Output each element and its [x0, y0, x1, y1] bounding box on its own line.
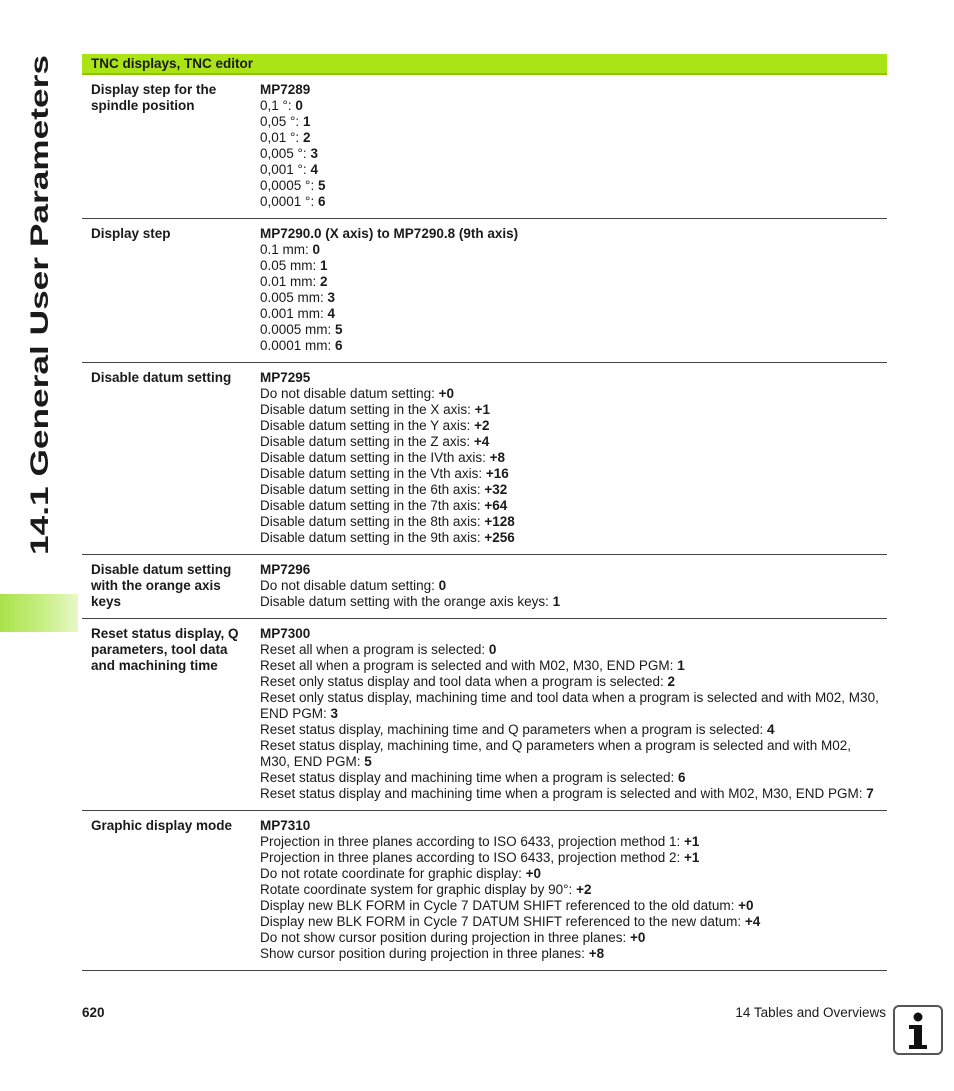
option-description: Reset status display, machining time, and Q parameters when a program is selected and with M02, M30, END PGM: — [260, 738, 852, 769]
parameter-option — [260, 866, 879, 882]
parameter-option — [260, 690, 879, 722]
parameter-option — [260, 258, 879, 274]
option-description: 0,0005 °: — [260, 178, 318, 193]
option-value: +1 — [474, 402, 491, 417]
option-description: Reset status display and machining time when a program is selected and with M02, M30, END PGM: — [260, 786, 867, 801]
parameter-option — [260, 274, 879, 290]
table-row — [82, 619, 887, 811]
option-value: 3 — [327, 290, 336, 305]
option-description: 0.0005 mm: — [260, 322, 336, 337]
table-header: TNC displays, TNC editor — [82, 54, 887, 75]
option-description: Disable datum setting in the 6th axis: — [260, 482, 485, 497]
option-description: Reset only status display and tool data when a program is selected: — [260, 674, 668, 689]
option-value: +1 — [684, 850, 700, 865]
table-row — [82, 363, 887, 555]
option-value: 6 — [317, 194, 326, 209]
row-content — [260, 562, 887, 610]
side-chapter-title — [20, 52, 56, 557]
option-description: Projection in three planes according to ISO 6433, projection method 2: — [260, 850, 685, 865]
option-value: +4 — [473, 434, 490, 449]
option-description: Do not disable datum setting: — [260, 386, 439, 401]
parameter-option — [260, 914, 879, 930]
parameter-option — [260, 194, 879, 210]
table-row — [82, 811, 887, 971]
option-value: +0 — [438, 386, 455, 401]
chapter-reference: 14 Tables and Overviews — [735, 1005, 886, 1020]
option-value: +64 — [484, 498, 508, 513]
option-value: 6 — [335, 338, 343, 353]
option-value: 6 — [677, 770, 686, 785]
row-label: Display step for the spindle position — [91, 82, 217, 113]
option-description: Rotate coordinate system for graphic display by 90°: — [260, 882, 577, 897]
option-value: +2 — [576, 882, 592, 897]
option-description: Reset status display, machining time and Q parameters when a program is selected: — [260, 722, 767, 737]
parameter-option — [260, 434, 879, 450]
parameter-option — [260, 594, 879, 610]
option-description: Disable datum setting in the X axis: — [260, 402, 475, 417]
option-description: 0,01 °: — [260, 130, 303, 145]
parameter-option — [260, 402, 879, 418]
option-value: 1 — [302, 114, 311, 129]
option-description: Reset all when a program is selected and with M02, M30, END PGM: — [260, 658, 678, 673]
option-value: +0 — [738, 898, 754, 913]
option-value: +0 — [629, 930, 646, 945]
parameter-option — [260, 738, 879, 770]
option-description: Disable datum setting in the IVth axis: — [260, 450, 490, 465]
table-row — [82, 75, 887, 219]
option-value: 2 — [667, 674, 675, 689]
option-description: Disable datum setting in the Z axis: — [260, 434, 474, 449]
row-content — [260, 226, 887, 354]
option-value: +128 — [484, 514, 515, 529]
option-description: 0,05 °: — [260, 114, 303, 129]
option-value: 0 — [488, 642, 497, 657]
parameter-option — [260, 946, 879, 962]
machine-parameter-name: MP7296 — [260, 562, 311, 577]
parameter-option — [260, 658, 879, 674]
option-description: Disable datum setting in the 8th axis: — [260, 514, 485, 529]
option-description: Reset all when a program is selected: — [260, 642, 489, 657]
option-value: 4 — [767, 722, 775, 737]
option-value: 5 — [364, 754, 372, 769]
option-description: Disable datum setting in the 7th axis: — [260, 498, 485, 513]
option-value: +1 — [684, 834, 700, 849]
option-value: +8 — [588, 946, 605, 961]
option-value: +2 — [474, 418, 490, 433]
option-value: 5 — [317, 178, 326, 193]
option-value: 0 — [312, 242, 321, 257]
option-description: Disable datum setting in the Y axis: — [260, 418, 475, 433]
machine-parameter-name: MP7290.0 (X axis) to MP7290.8 (9th axis) — [260, 226, 519, 241]
parameter-option — [260, 466, 879, 482]
option-value: 2 — [302, 130, 311, 145]
row-content — [260, 82, 887, 210]
row-label: Graphic display mode — [91, 818, 233, 833]
parameter-option — [260, 386, 879, 402]
chapter-tab — [0, 594, 78, 632]
option-value: 2 — [320, 274, 328, 289]
option-description: 0,0001 °: — [260, 194, 318, 209]
parameter-option — [260, 722, 879, 738]
row-label: Display step — [91, 226, 171, 241]
option-description: 0.001 mm: — [260, 306, 328, 321]
option-description: 0,001 °: — [260, 162, 311, 177]
side-chapter-title-text: 14.1 General User Parameters — [26, 200, 54, 555]
parameter-option — [260, 514, 879, 530]
option-description: Display new BLK FORM in Cycle 7 DATUM SHIFT referenced to the old datum: — [260, 898, 739, 913]
parameter-option — [260, 242, 879, 258]
row-content — [260, 370, 887, 546]
option-description: Disable datum setting with the orange axis keys: — [260, 594, 553, 609]
option-description: 0.1 mm: — [260, 242, 313, 257]
parameter-option — [260, 642, 879, 658]
parameter-option — [260, 674, 879, 690]
parameter-option — [260, 418, 879, 434]
option-value: 1 — [320, 258, 328, 273]
row-label: Reset status display, Q parameters, tool data and machining time — [91, 626, 239, 673]
parameter-option — [260, 770, 879, 786]
parameter-option — [260, 162, 879, 178]
row-label: Disable datum setting — [91, 370, 232, 385]
machine-parameter-name: MP7295 — [260, 370, 311, 385]
parameter-option — [260, 338, 879, 354]
option-value: 4 — [310, 162, 318, 177]
option-description: 0,1 °: — [260, 98, 296, 113]
machine-parameter-name: MP7300 — [260, 626, 311, 641]
machine-parameter-name: MP7289 — [260, 82, 311, 97]
option-value: +16 — [485, 466, 509, 481]
parameter-option — [260, 178, 879, 194]
option-value: 3 — [310, 146, 318, 161]
parameter-option — [260, 450, 879, 466]
option-description: Disable datum setting in the Vth axis: — [260, 466, 486, 481]
option-description: 0.01 mm: — [260, 274, 321, 289]
option-value: +0 — [525, 866, 542, 881]
option-description: Reset status display and machining time when a program is selected: — [260, 770, 678, 785]
parameter-option — [260, 850, 879, 866]
parameter-option — [260, 98, 879, 114]
option-value: +8 — [489, 450, 506, 465]
option-description: Do not disable datum setting: — [260, 578, 439, 593]
option-value: +256 — [484, 530, 515, 545]
row-label: Disable datum setting with the orange axis keys — [91, 562, 232, 609]
parameter-option — [260, 898, 879, 914]
option-value: 4 — [327, 306, 336, 321]
parameter-option — [260, 930, 879, 946]
option-description: Disable datum setting in the 9th axis: — [260, 530, 485, 545]
option-description: Show cursor position during projection in three planes: — [260, 946, 589, 961]
option-description: Display new BLK FORM in Cycle 7 DATUM SHIFT referenced to the new datum: — [260, 914, 745, 929]
option-value: 1 — [552, 594, 561, 609]
machine-parameter-name: MP7310 — [260, 818, 311, 833]
parameter-option — [260, 146, 879, 162]
table-body — [82, 75, 887, 971]
parameter-option — [260, 322, 879, 338]
parameter-option — [260, 290, 879, 306]
row-content — [260, 626, 887, 802]
option-value: 5 — [335, 322, 343, 337]
parameter-option — [260, 834, 879, 850]
parameter-option — [260, 498, 879, 514]
page-number: 620 — [82, 1005, 105, 1020]
parameter-option — [260, 530, 879, 546]
row-content — [260, 818, 887, 962]
option-description: Reset only status display, machining time and tool data when a program is selected and with M02, M30, END PGM: — [260, 690, 879, 721]
option-description: Do not show cursor position during projection in three planes: — [260, 930, 630, 945]
parameter-option — [260, 306, 879, 322]
option-value: 3 — [330, 706, 339, 721]
parameter-option — [260, 114, 879, 130]
parameter-option — [260, 482, 879, 498]
option-description: 0.05 mm: — [260, 258, 321, 273]
option-description: Do not rotate coordinate for graphic display: — [260, 866, 526, 881]
option-description: 0.005 mm: — [260, 290, 328, 305]
option-value: +32 — [484, 482, 508, 497]
option-description: 0,005 °: — [260, 146, 311, 161]
table-row — [82, 219, 887, 363]
option-value: 0 — [438, 578, 447, 593]
option-description: 0.0001 mm: — [260, 338, 336, 353]
option-value: 0 — [295, 98, 303, 113]
parameter-option — [260, 578, 879, 594]
parameter-option — [260, 882, 879, 898]
info-icon — [893, 1005, 943, 1055]
table-row — [82, 555, 887, 619]
option-description: Projection in three planes according to ISO 6433, projection method 1: — [260, 834, 685, 849]
parameter-option — [260, 130, 879, 146]
option-value: +4 — [744, 914, 761, 929]
option-value: 7 — [866, 786, 874, 801]
parameter-table — [82, 54, 887, 971]
parameter-option — [260, 786, 879, 802]
option-value: 1 — [677, 658, 685, 673]
